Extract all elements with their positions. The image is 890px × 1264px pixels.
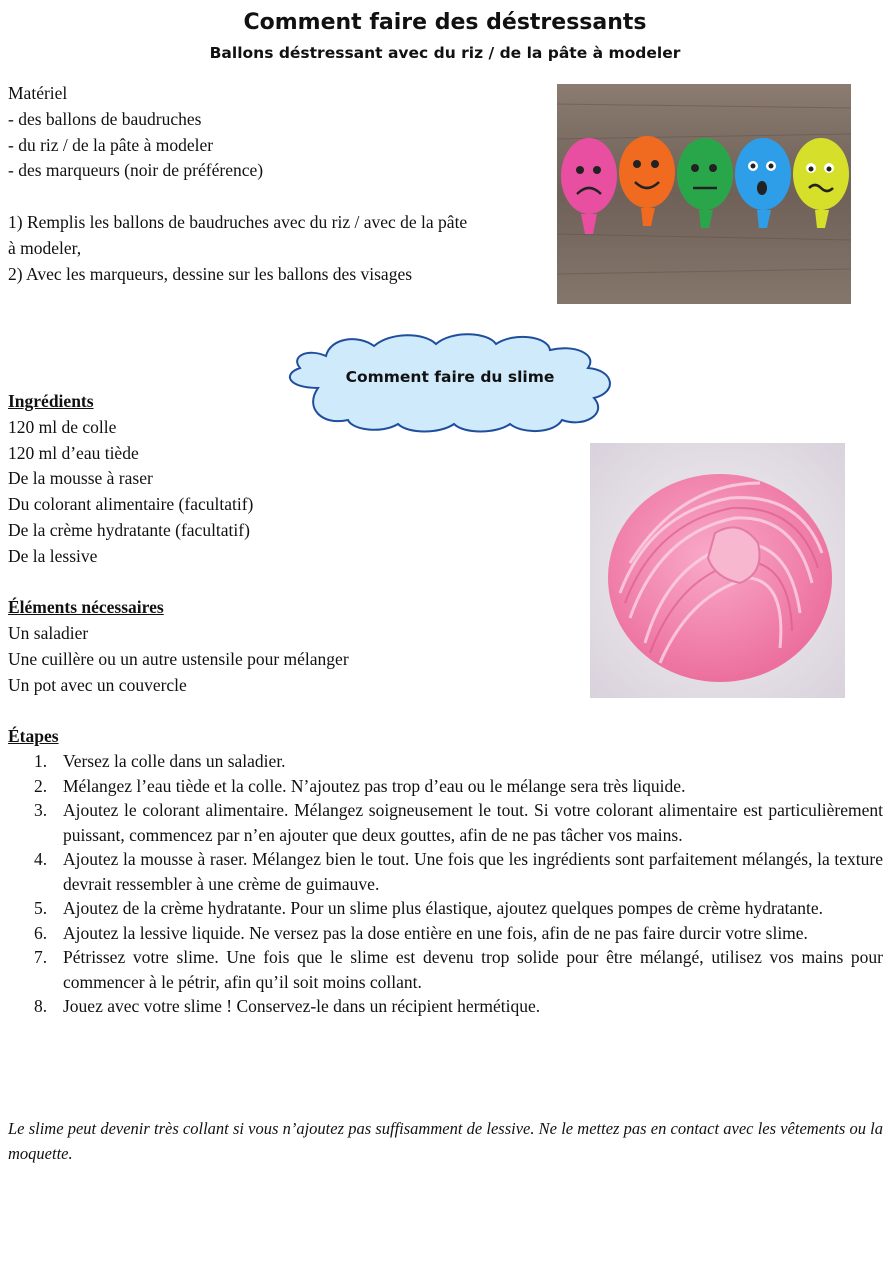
element-item: Un pot avec un couvercle (8, 674, 187, 695)
list-item: 4. Ajoutez la mousse à raser. Mélangez bien le tout. Une fois que les ingrédients sont parfaitement mélangés, la texture devrait ressembler à une crème de guimauve. (34, 849, 883, 894)
element-item: Un saladier (8, 623, 89, 644)
ingredients-heading: Ingrédients (8, 391, 94, 411)
ingredient-item: Du colorant alimentaire (facultatif) (8, 494, 254, 515)
ingredient-item: De la crème hydratante (facultatif) (8, 519, 250, 540)
materiel-item: - des marqueurs (noir de préférence) (8, 160, 264, 181)
list-item: 5. Ajoutez de la crème hydratante. Pour un slime plus élastique, ajoutez quelques pompes de crème hydratante. (34, 898, 824, 918)
list-item: 7. Pétrissez votre slime. Une fois que le slime est devenu trop solide pour être mélangé, utilisez vos mains pour commencer à le pétrir, afin qu’il soit moins collant. (34, 947, 883, 992)
materiel-heading: Matériel (8, 83, 68, 103)
element-item: Une cuillère ou un autre ustensile pour mélanger (8, 648, 349, 669)
list-item: 3. Ajoutez le colorant alimentaire. Mélangez soigneusement le tout. Si votre colorant alimentaire est particulièrement puissant, commencez par n’en ajouter que deux gouttes, afin de ne pas tâcher vos mains. (34, 800, 883, 845)
pink-slime-photo (590, 443, 845, 698)
list-item: 6. Ajoutez la lessive liquide. Ne versez pas la dose entière en une fois, afin de ne pas faire durcir votre slime. (34, 922, 808, 943)
list-item: 8. Jouez avec votre slime ! Conservez-le dans un récipient hermétique. (34, 996, 541, 1016)
blank-line (8, 699, 349, 725)
slime-ingredients-block (8, 389, 349, 750)
steps-heading: Étapes (8, 726, 59, 747)
balloon-step: 1) Remplis les ballons de baudruches avec du riz / avec de la pâte (8, 211, 468, 232)
ingredient-item: 120 ml de colle (8, 416, 117, 437)
steps-list (8, 749, 883, 1019)
list-item: 2. Mélangez l’eau tiède et la colle. N’ajoutez pas trop d’eau ou le mélange sera très liquide. (34, 775, 686, 796)
page-subtitle: Ballons déstressant avec du riz / de la pâte à modeler (209, 44, 681, 62)
slime-warning-note: Le slime peut devenir très collant si vous n’ajoutez pas suffisamment de lessive. Ne le mettez pas en contact avec les vêtements ou la moquette. (8, 1119, 883, 1163)
balloon-step: à modeler, (8, 237, 82, 258)
ingredient-item: De la lessive (8, 545, 98, 566)
blank-line (8, 184, 467, 210)
elements-heading: Éléments nécessaires (8, 597, 164, 618)
balloon-step: 2) Avec les marqueurs, dessine sur les ballons des visages (8, 263, 413, 284)
blank-line (8, 570, 349, 596)
ingredient-item: De la mousse à raser (8, 468, 153, 489)
ingredient-item: 120 ml d’eau tiède (8, 442, 139, 463)
slime-section-title: Comment faire du slime (345, 368, 555, 386)
page-title: Comment faire des déstressants (243, 10, 647, 35)
balloons-instructions (8, 81, 467, 287)
balloon-faces-photo (557, 84, 851, 304)
materiel-item: - des ballons de baudruches (8, 108, 202, 129)
list-item: 1. Versez la colle dans un saladier. (34, 751, 286, 771)
materiel-item: - du riz / de la pâte à modeler (8, 134, 214, 155)
